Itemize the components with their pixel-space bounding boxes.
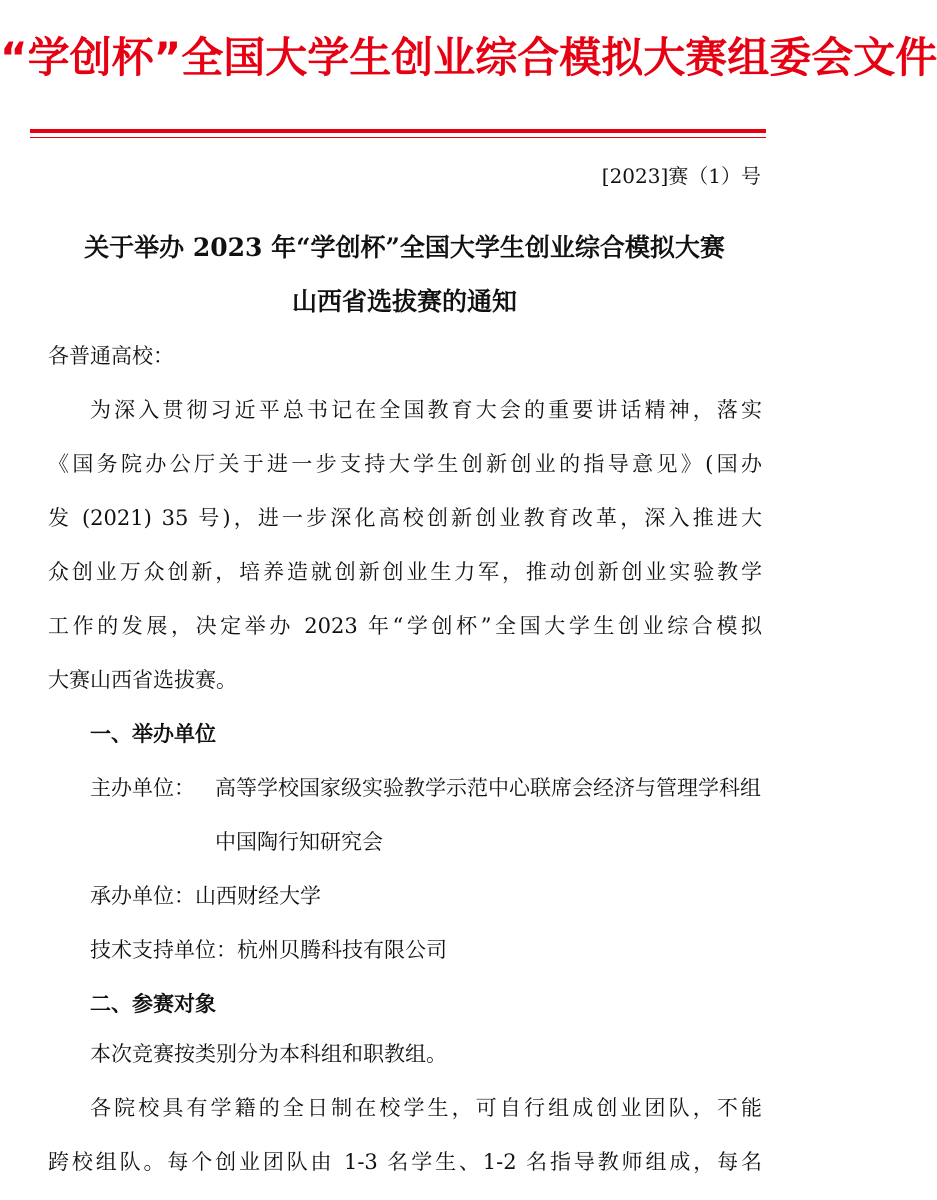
intro-line-1: 为深入贯彻习近平总书记在全国教育大会的重要讲话精神，落实 (90, 398, 762, 422)
participants-line-2: 各院校具有学籍的全日制在校学生，可自行组成创业团队，不能 (90, 1096, 762, 1120)
intro-line-5: 工作的发展，决定举办 2023 年“学创杯”全国大学生创业综合模拟 (48, 614, 762, 638)
intro-line-6: 大赛山西省选拔赛。 (48, 668, 237, 692)
participants-line-1: 本次竞赛按类别分为本科组和职教组。 (90, 1042, 447, 1066)
header-thin-rule (30, 137, 766, 138)
intro-line-2: 《国务院办公厅关于进一步支持大学生创新创业的指导意见》(国办 (48, 452, 762, 476)
host-label: 主办单位： (90, 776, 195, 800)
header-thick-rule (30, 129, 766, 133)
document-number: [2023]赛（1）号 (601, 164, 761, 188)
salutation: 各普通高校： (48, 344, 174, 368)
notice-title-line-2: 山西省选拔赛的通知 (291, 287, 517, 316)
section-heading-participants: 二、参赛对象 (90, 992, 216, 1016)
host-unit-2: 中国陶行知研究会 (215, 830, 383, 854)
notice-title-line-1: 关于举办 2023 年“学创杯”全国大学生创业综合模拟大赛 (84, 233, 725, 262)
document-header-title: “学创杯”全国大学生创业综合模拟大赛组委会文件 (0, 33, 937, 82)
participants-line-3: 跨校组队。每个创业团队由 1-3 名学生、1-2 名指导教师组成，每名 (48, 1150, 762, 1174)
organizer-unit: 承办单位：山西财经大学 (90, 884, 321, 908)
tech-support-unit: 技术支持单位：杭州贝腾科技有限公司 (90, 938, 447, 962)
section-heading-organizers: 一、举办单位 (90, 722, 216, 746)
host-unit-1: 高等学校国家级实验教学示范中心联席会经济与管理学科组 (215, 776, 761, 800)
intro-line-4: 众创业万众创新，培养造就创新创业生力军，推动创新创业实验教学 (48, 560, 762, 584)
intro-line-3: 发 (2021) 35 号)，进一步深化高校创新创业教育改革，深入推进大 (48, 506, 762, 530)
